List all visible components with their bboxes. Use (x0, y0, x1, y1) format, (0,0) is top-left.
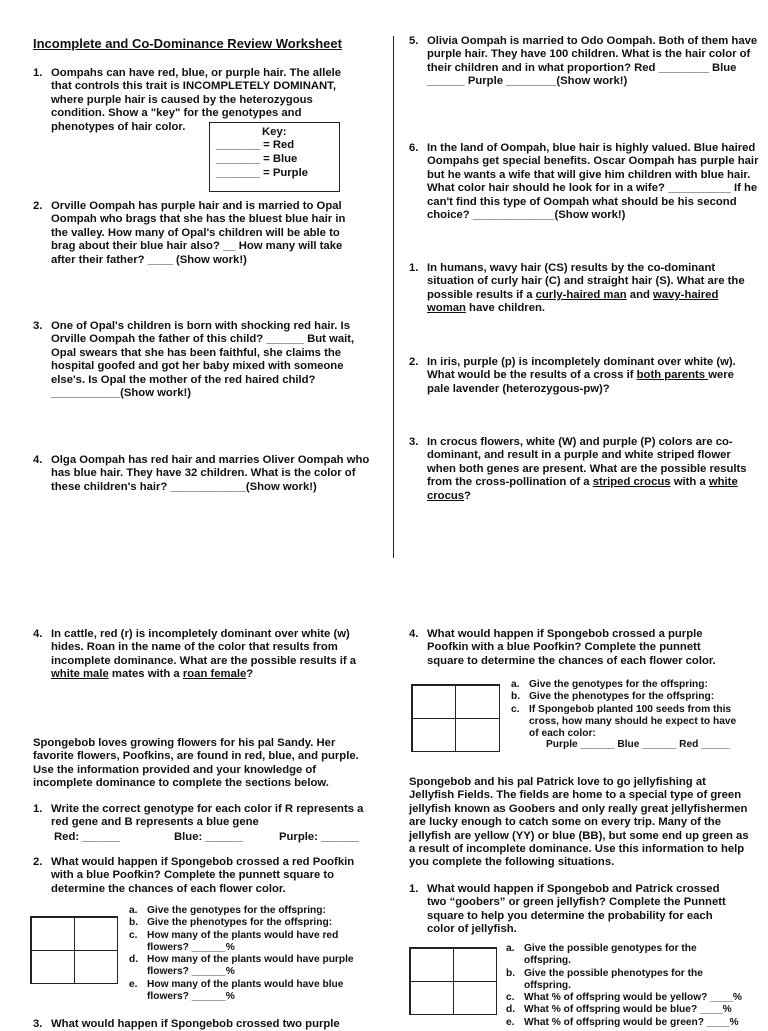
jellyfish-intro: Spongebob and his pal Patrick love to go jellyfishing at Jellyfish Fields. The fields are home to a special type of green jellyfish known as Goobers and only really great jellyfishermen are lucky enough to catch some on every trip. Many of the jellyfish are yellow (YY) or blue (BB), but some end up green as a result of incomplete dominance. Use this information to help you complete the following situations. (409, 776, 749, 869)
punnett-cell[interactable] (412, 685, 457, 719)
punnett-cell[interactable] (455, 685, 500, 719)
sub-item: e. How many of the plants would have blue flowers? ______% (129, 978, 344, 1003)
question-number: 5. (409, 35, 419, 47)
question-text: One of Opal's children is born with shocking red hair. Is Orville Oompah the father of this child? ______ But wait, Opal swears that she has been faithful, she claims the hospital goofed and got her baby mixed with someone else's. Is Opal the mother of the red haired child? ___________(Show work!) (51, 320, 355, 400)
question-3 (33, 320, 363, 400)
question-number: 6. (409, 142, 419, 154)
punnett-cell[interactable] (410, 948, 454, 982)
key-red: _______ = Red (216, 139, 295, 151)
question-text: In humans, wavy hair (CS) results by the co-dominant situation of curly hair (C) and straight hair (S). What are the possible results if a curly-haired man and wavy-haired woman have children. (427, 262, 745, 315)
worksheet-title: Incomplete and Co-Dominance Review Worksheet (33, 36, 342, 51)
codominance-question-2 (409, 356, 759, 396)
underlined-term: white male (51, 668, 109, 681)
question-text: In the land of Oompah, blue hair is highly valued. Blue haired Oompahs get special benefits. Oscar Oompah has purple hair but he wants a wife that will give him children with blue hair. What color hair should he look for in a wife? __________ If he can't find this type of Oompah what should be his second choice? _____________(Show work!) (427, 142, 759, 222)
underlined-term: curly-haired man (535, 288, 627, 301)
punnett-square[interactable] (409, 947, 497, 1015)
purple-genotype-blank: Purple: ______ (279, 831, 359, 843)
red-genotype-blank: Red: ______ (54, 831, 120, 843)
punnett-square[interactable] (30, 916, 118, 984)
hair-color-key-box (209, 122, 340, 192)
question-number: 4. (33, 454, 43, 466)
question-number: 3. (33, 1018, 43, 1030)
question-text: In iris, purple (p) is incompletely dominant over white (w). What would be the results of a cross if both parents were pale lavender (heterozygous-pw)? (427, 356, 736, 395)
spongebob-question-1 (33, 803, 383, 830)
sub-item: c. If Spongebob planted 100 seeds from this cross, how many should he expect to have of each color: (511, 703, 737, 740)
question-4 (33, 454, 373, 494)
question-text: Oompahs can have red, blue, or purple hair. The allele that controls this trait is INCOMPLETELY DOMINANT, where purple hair is caused by the heterozygous condition. Show a "key" for the genotypes and phenotypes of hair color. (51, 67, 342, 133)
question-text: What would happen if Spongebob and Patrick crossed two “goobers” or green jellyfish? Complete the Punnett square to help you determine the probability for each color of jellyfish. (427, 883, 726, 936)
punnett-cell[interactable] (31, 950, 75, 984)
underlined-term: striped crocus (592, 476, 671, 489)
sub-item: e. What % of offspring would be green? ____% (506, 1016, 739, 1028)
question-5 (409, 35, 768, 89)
spongebob-question-4 (409, 628, 739, 668)
question-number: 1. (409, 883, 419, 895)
sub-item: a. Give the genotypes for the offspring: (511, 679, 708, 690)
question-text: Orville Oompah has purple hair and is married to Opal Oompah who brags that she has the bluest blue hair in the valley. How many of Opal's children will be able to brag about their blue hair also? __ How many will take after their father? ____ (Show work!) (51, 200, 346, 266)
sub-item: a. Give the possible genotypes for the offspring. (506, 943, 697, 967)
question-text: In crocus flowers, white (W) and purple (P) colors are co-dominant, and result in a purple and white striped flower when both genes are present. What are the possible results from the cross-pollination of a striped crocus with a white crocus? (427, 436, 747, 502)
sub-item: d. What % of offspring would be blue? ____% (506, 1004, 732, 1016)
question-text: What would happen if Spongebob crossed a purple Poofkin with a blue Poofkin? Complete the punnett square to determine the chances of each flower color. (427, 628, 716, 667)
spongebob-question-2 (33, 856, 373, 896)
question-number: 1. (33, 67, 43, 79)
question-text: Olivia Oompah is married to Odo Oompah. Both of them have purple hair. They have 100 children. What is the hair color of their children and in what proportion? Red ________ Blue ______ Purple ________(Show work!) (427, 35, 758, 88)
punnett-cell[interactable] (410, 981, 454, 1015)
codominance-question-3 (409, 436, 759, 503)
sub-item: c. What % of offspring would be yellow? ____% (506, 992, 742, 1004)
question-6 (409, 142, 759, 222)
column-divider (393, 36, 394, 558)
key-title: Key: (262, 126, 287, 138)
jellyfish-question-1 (409, 883, 739, 937)
sub-item: b. Give the phenotypes for the offspring: (129, 917, 333, 929)
spongebob-intro: Spongebob loves growing flowers for his pal Sandy. Her favorite flowers, Poofkins, are found in red, blue, and purple. Use the information provided and your knowledge of incomplete dominance to complete the sections below. (33, 737, 359, 790)
underlined-term: white crocus (427, 476, 738, 502)
jellyfish-subitems (506, 943, 756, 1029)
question-number: 2. (33, 856, 43, 868)
underlined-term: wavy-haired woman (427, 288, 719, 315)
question-text: What would happen if Spongebob crossed a red Poofkin with a blue Poofkin? Complete the punnett square to determine the chances of each flower color. (51, 856, 355, 895)
question-text: Write the correct genotype for each color if R represents a red gene and B represents a blue gene (51, 803, 364, 829)
question-number: 2. (33, 200, 43, 212)
question-number: 2. (409, 356, 419, 368)
question-number: 1. (33, 803, 43, 815)
sub-item: b. Give the possible phenotypes for the offspring. (506, 967, 703, 991)
question-2-subitems (129, 905, 379, 1003)
sub-item: c. How many of the plants would have red flowers? ______% (129, 929, 339, 953)
sub-item: a. Give the genotypes for the offspring: (129, 905, 326, 916)
sub-item: b. Give the phenotypes for the offspring: (511, 691, 715, 703)
color-count-blanks: Purple ______ Blue ______ Red _____ (546, 739, 730, 750)
question-number: 1. (409, 262, 419, 274)
punnett-cell[interactable] (455, 718, 500, 752)
question-text: Olga Oompah has red hair and marries Oliver Oompah who has blue hair. They have 32 children. What is the color of these children's hair? ____________(Show work!) (51, 454, 370, 493)
question-4-subitems (511, 679, 751, 740)
spongebob-question-3 (33, 1018, 373, 1031)
underlined-term: both parents (636, 369, 709, 382)
punnett-cell[interactable] (74, 917, 118, 951)
punnett-cell[interactable] (453, 981, 497, 1015)
key-purple: _______ = Purple (216, 167, 309, 179)
question-number: 4. (33, 628, 43, 640)
key-blue: _______ = Blue (216, 153, 298, 165)
question-number: 3. (409, 436, 419, 448)
question-2 (33, 200, 363, 267)
cattle-question-4 (33, 628, 378, 682)
underlined-term: roan female (182, 668, 247, 681)
question-number: 4. (409, 628, 419, 640)
question-text: In cattle, red (r) is incompletely dominant over white (w) hides. Roan in the name of the color that results from incomplete dominance. What are the possible results if a white male mates with a roan female? (51, 628, 357, 681)
question-number: 3. (33, 320, 43, 332)
punnett-square[interactable] (411, 684, 500, 752)
punnett-cell[interactable] (74, 950, 118, 984)
punnett-cell[interactable] (31, 917, 75, 951)
codominance-question-1 (409, 262, 759, 316)
punnett-cell[interactable] (453, 948, 497, 982)
blue-genotype-blank: Blue: ______ (174, 831, 244, 843)
sub-item: d. How many of the plants would have purple flowers? ______% (129, 954, 354, 978)
punnett-cell[interactable] (412, 718, 457, 752)
question-text: What would happen if Spongebob crossed two purple (51, 1018, 340, 1030)
